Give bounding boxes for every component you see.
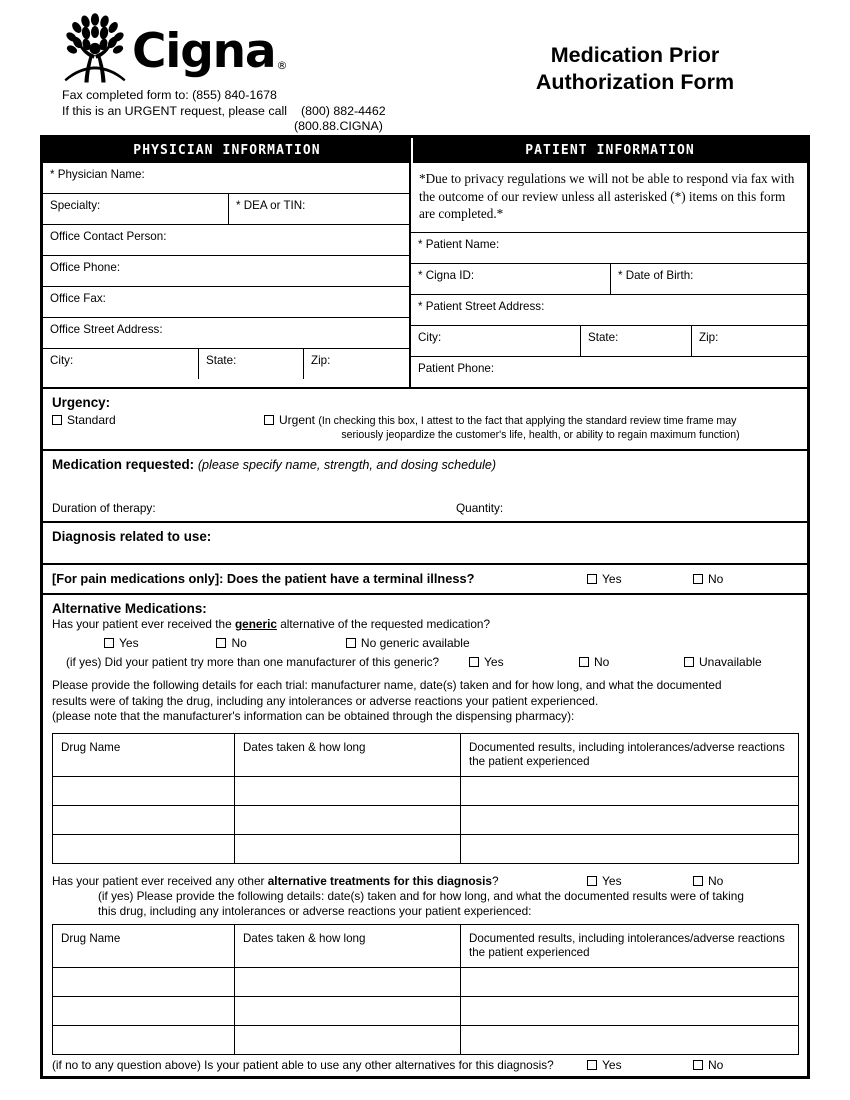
office-fax-row xyxy=(43,287,409,318)
manufacturer-unavailable-option[interactable] xyxy=(684,655,762,669)
trial-detail-instructions xyxy=(52,678,797,725)
alt-treatments-yes-label: Yes xyxy=(602,873,622,888)
terminal-illness-yes-label: Yes xyxy=(602,571,622,586)
manufacturer-question-row xyxy=(52,655,799,669)
drug-name-cell[interactable] xyxy=(53,996,235,1025)
generic-question-suffix: alternative of the requested medication? xyxy=(276,617,491,631)
final-yes-option[interactable] xyxy=(587,1058,693,1072)
fax-instructions xyxy=(62,88,386,135)
urgency-section xyxy=(43,389,807,451)
generic-no-option[interactable] xyxy=(216,636,341,650)
documented-results-header: Documented results, including intolerances/adverse reactions the patient experienced xyxy=(461,733,799,776)
no-generic-available-option[interactable] xyxy=(346,636,470,650)
date-of-birth-field[interactable]: * Date of Birth: xyxy=(610,264,807,294)
office-city-state-zip-row xyxy=(43,349,409,379)
cigna-tree-of-life-icon xyxy=(62,13,128,85)
drug-name-cell[interactable] xyxy=(53,1025,235,1054)
office-contact-person-field[interactable]: Office Contact Person: xyxy=(50,230,167,243)
patient-information-column xyxy=(411,163,807,387)
generic-emphasis: generic xyxy=(234,617,277,631)
generic-alternative-question xyxy=(52,617,799,631)
drug-name-header: Drug Name xyxy=(53,924,235,967)
final-question-row xyxy=(52,1058,799,1072)
generic-alternative-options xyxy=(52,634,799,652)
urgent-phone-number: (800) 882-4462 xyxy=(300,103,386,118)
final-no-option[interactable] xyxy=(693,1058,799,1072)
urgent-checkbox[interactable] xyxy=(264,415,274,425)
patient-street-address-field[interactable]: * Patient Street Address: xyxy=(418,300,545,313)
final-no-label: No xyxy=(708,1057,724,1072)
table-header-row xyxy=(53,733,799,776)
urgent-call-line xyxy=(62,104,386,135)
alternative-treatments-question xyxy=(52,874,587,888)
terminal-illness-no-option[interactable] xyxy=(693,572,799,586)
physician-name-row xyxy=(43,163,409,194)
drug-name-cell[interactable] xyxy=(53,776,235,805)
standard-label: Standard xyxy=(67,413,116,427)
office-state-field[interactable]: State: xyxy=(198,349,303,379)
documented-results-cell[interactable] xyxy=(461,776,799,805)
urgent-note-line-2: seriously jeopardize the customer's life, health, or ability to regain maximum function) xyxy=(341,428,740,441)
manufacturer-yes-checkbox[interactable] xyxy=(469,657,479,667)
manufacturer-unavailable-label: Unavailable xyxy=(699,655,762,669)
table-row xyxy=(53,776,799,805)
final-yes-label: Yes xyxy=(602,1057,622,1072)
patient-state-field[interactable]: State: xyxy=(580,326,691,356)
documented-results-cell[interactable] xyxy=(461,1025,799,1054)
final-yes-checkbox[interactable] xyxy=(587,1060,597,1070)
urgent-call-label: If this is an URGENT request, please call xyxy=(62,103,287,118)
table-row xyxy=(53,805,799,834)
registered-mark: ® xyxy=(276,58,287,72)
dates-taken-header: Dates taken & how long xyxy=(235,924,461,967)
alt-treatments-prefix: Has your patient ever received any other xyxy=(52,873,268,888)
drug-name-cell[interactable] xyxy=(53,805,235,834)
patient-information-header: PATIENT INFORMATION xyxy=(411,138,807,163)
cigna-wordmark: Cigna® xyxy=(132,23,287,79)
drug-name-cell[interactable] xyxy=(53,834,235,863)
physician-information-header: PHYSICIAN INFORMATION xyxy=(133,143,321,158)
office-zip-field[interactable]: Zip: xyxy=(303,349,409,379)
urgency-standard-option[interactable] xyxy=(52,413,264,427)
title-line-2: Authorization Form xyxy=(535,70,735,94)
medication-requested-hint: (please specify name, strength, and dosing schedule) xyxy=(197,458,497,472)
alt-treatments-no-checkbox[interactable] xyxy=(693,876,703,886)
documented-results-cell[interactable] xyxy=(461,967,799,996)
prior-authorization-form xyxy=(40,135,810,1079)
trial-detail-line-3: (please note that the manufacturer's information can be obtained through the dispensing pharmacy): xyxy=(52,709,575,723)
final-no-checkbox[interactable] xyxy=(693,1060,703,1070)
dates-taken-header: Dates taken & how long xyxy=(235,733,461,776)
generic-yes-option[interactable] xyxy=(104,636,212,650)
dates-taken-cell[interactable] xyxy=(235,996,461,1025)
medication-requested-section xyxy=(43,451,807,523)
terminal-illness-question: [For pain medications only]: Does the patient have a terminal illness? xyxy=(52,571,475,586)
alt-treatments-yes-checkbox[interactable] xyxy=(587,876,597,886)
office-phone-field[interactable]: Office Phone: xyxy=(50,261,121,274)
cigna-id-field[interactable]: * Cigna ID: xyxy=(418,269,475,282)
duration-of-therapy-field[interactable]: Duration of therapy: xyxy=(52,501,156,515)
manufacturer-unavailable-checkbox[interactable] xyxy=(684,657,694,667)
alt-treatments-sub-line-2: this drug, including any intolerances or adverse reactions your patient experienced: xyxy=(98,904,532,918)
patient-name-row xyxy=(411,233,807,264)
page-masthead xyxy=(0,0,850,135)
no-generic-available-label: No generic available xyxy=(360,636,470,650)
alt-treatments-suffix: ? xyxy=(491,873,499,888)
urgent-phone-alt: (800.88.CIGNA) xyxy=(294,119,383,133)
section-header-bar xyxy=(43,138,807,163)
cigna-id-dob-row xyxy=(411,264,807,295)
office-fax-field[interactable]: Office Fax: xyxy=(50,292,106,305)
manufacturer-yes-label: Yes xyxy=(484,655,504,669)
alternative-medications-title: Alternative Medications: xyxy=(52,601,207,616)
patient-zip-field[interactable]: Zip: xyxy=(691,326,807,356)
physician-name-field[interactable]: * Physician Name: xyxy=(50,168,145,181)
final-question-text: (if no to any question above) Is your patient able to use any other alternatives for this diagnosis? xyxy=(52,1057,554,1072)
documented-results-cell[interactable] xyxy=(461,996,799,1025)
office-contact-row xyxy=(43,225,409,256)
patient-name-field[interactable]: * Patient Name: xyxy=(418,238,500,251)
fax-line: Fax completed form to: (855) 840-1678 xyxy=(62,88,277,102)
alternative-medications-section xyxy=(43,595,807,1076)
specialty-dea-row xyxy=(43,194,409,225)
office-street-address-row xyxy=(43,318,409,349)
documented-results-cell[interactable] xyxy=(461,805,799,834)
generic-yes-checkbox[interactable] xyxy=(104,638,114,648)
manufacturer-yes-option[interactable] xyxy=(469,655,579,669)
dates-taken-cell[interactable] xyxy=(235,805,461,834)
urgent-note-line-1: (In checking this box, I attest to the fact that applying the standard review time frame may xyxy=(318,415,737,427)
patient-phone-field[interactable]: Patient Phone: xyxy=(418,362,495,375)
documented-results-header: Documented results, including intolerances/adverse reactions the patient experienced xyxy=(461,924,799,967)
dates-taken-cell[interactable] xyxy=(235,834,461,863)
dates-taken-cell[interactable] xyxy=(235,776,461,805)
table-row xyxy=(53,996,799,1025)
alt-treatments-no-option[interactable] xyxy=(693,874,799,888)
trial-detail-line-2: results were of taking the drug, including any intolerances or adverse reactions your patient experienced. xyxy=(52,693,599,708)
office-city-field[interactable]: City: xyxy=(50,354,74,367)
office-street-address-field[interactable]: Office Street Address: xyxy=(50,323,163,336)
patient-phone-row xyxy=(411,357,807,387)
alternative-treatments-table xyxy=(52,924,799,1055)
trial-detail-line-1: Please provide the following details for each trial: manufacturer name, date(s) taken and for how long, and what the documented xyxy=(52,678,722,692)
terminal-illness-section xyxy=(43,565,807,595)
dea-tin-field[interactable]: * DEA or TIN: xyxy=(228,194,409,224)
documented-results-cell[interactable] xyxy=(461,834,799,863)
manufacturer-question: (if yes) Did your patient try more than one manufacturer of this generic? xyxy=(66,655,440,669)
privacy-notice-row xyxy=(411,163,807,233)
alternative-treatments-section xyxy=(52,866,799,920)
manufacturer-no-checkbox[interactable] xyxy=(579,657,589,667)
office-phone-row xyxy=(43,256,409,287)
table-row xyxy=(53,1025,799,1054)
quantity-field[interactable]: Quantity: xyxy=(456,501,504,515)
alt-treatments-sub-line-1: (if yes) Please provide the following details: date(s) taken and for how long, and what the documented results were of taking xyxy=(98,888,744,903)
diagnosis-section[interactable] xyxy=(43,523,807,565)
diagnosis-label: Diagnosis related to use: xyxy=(52,529,212,544)
cigna-branding xyxy=(62,12,386,135)
generic-no-label: No xyxy=(231,636,247,650)
table-row xyxy=(53,834,799,863)
privacy-notice-text: *Due to privacy regulations we will not be able to respond via fax with the outcome of our review unless all asterisked (*) items on this form are completed.* xyxy=(419,171,795,221)
generic-no-checkbox[interactable] xyxy=(216,638,226,648)
generic-question-prefix: Has your patient ever received the xyxy=(52,617,235,631)
terminal-illness-yes-option[interactable] xyxy=(587,572,693,586)
patient-city-state-zip-row xyxy=(411,326,807,357)
alternative-treatments-instructions xyxy=(52,889,799,920)
generic-trials-table xyxy=(52,733,799,864)
title-line-1: Medication Prior xyxy=(550,43,720,67)
terminal-illness-yes-checkbox[interactable] xyxy=(587,574,597,584)
dates-taken-cell[interactable] xyxy=(235,1025,461,1054)
information-region xyxy=(43,163,807,389)
alt-treatments-yes-option[interactable] xyxy=(587,874,693,888)
no-generic-available-checkbox[interactable] xyxy=(346,638,356,648)
urgency-urgent-option[interactable] xyxy=(264,413,799,442)
patient-city-field[interactable]: City: xyxy=(418,331,442,344)
generic-yes-label: Yes xyxy=(119,636,139,650)
urgency-title: Urgency: xyxy=(52,395,111,410)
alt-treatments-emphasis: alternative treatments for this diagnosis xyxy=(267,873,492,888)
terminal-illness-no-checkbox[interactable] xyxy=(693,574,703,584)
table-row xyxy=(53,967,799,996)
patient-street-address-row xyxy=(411,295,807,326)
drug-name-header: Drug Name xyxy=(53,733,235,776)
standard-checkbox[interactable] xyxy=(52,415,62,425)
medication-requested-heading xyxy=(52,457,799,472)
urgent-label: Urgent xyxy=(279,413,316,427)
drug-name-cell[interactable] xyxy=(53,967,235,996)
specialty-field[interactable]: Specialty: xyxy=(50,199,101,212)
terminal-illness-no-label: No xyxy=(708,571,724,586)
dates-taken-cell[interactable] xyxy=(235,967,461,996)
physician-information-column xyxy=(43,163,411,387)
page-title xyxy=(455,42,815,96)
medication-requested-label: Medication requested: xyxy=(52,457,195,472)
urgent-attestation-note xyxy=(264,415,799,442)
manufacturer-no-option[interactable] xyxy=(579,655,684,669)
table-header-row xyxy=(53,924,799,967)
manufacturer-no-label: No xyxy=(594,655,610,669)
alt-treatments-no-label: No xyxy=(708,873,724,888)
